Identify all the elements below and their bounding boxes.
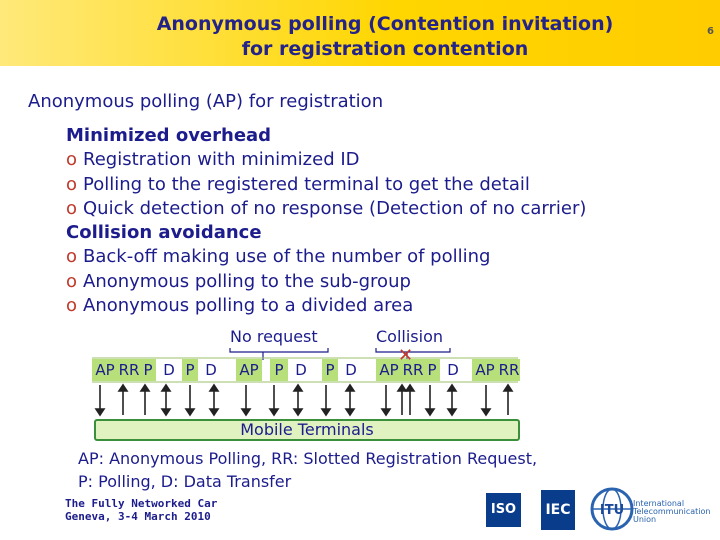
bullet-mark: o	[66, 173, 78, 195]
arrow-head-up	[119, 385, 127, 391]
arrow-head-down	[242, 409, 250, 415]
frame-cell: D	[338, 359, 364, 381]
legend	[78, 447, 537, 493]
bullet-text: Anonymous polling to a divided area	[83, 295, 414, 317]
arrow-head-up	[141, 385, 149, 391]
itu-text	[633, 500, 710, 524]
bullet-text: Registration with minimized ID	[83, 149, 360, 171]
bullet-item	[66, 173, 586, 197]
label-no-request: No request	[230, 327, 318, 346]
iec-logo: IEC	[541, 490, 575, 530]
collision-x-icon: ✕	[398, 345, 414, 366]
page-number: 6	[707, 26, 714, 37]
itu-logo	[590, 487, 634, 531]
arrow-head-up	[162, 385, 170, 391]
arrow-head-down	[322, 409, 330, 415]
itu-text-line-3: Union	[633, 515, 657, 524]
bullet-mark: o	[66, 270, 78, 292]
frame-cell: AP	[92, 359, 118, 381]
arrow-head-up	[448, 385, 456, 391]
arrow-head-up	[398, 385, 406, 391]
arrow-head-down	[96, 409, 104, 415]
bullet-content	[66, 124, 586, 318]
bullet-text: Back-off making use of the number of polling	[83, 246, 491, 268]
arrow-head-down	[294, 409, 302, 415]
frame-cell: AP	[376, 359, 402, 381]
bullet-text: Anonymous polling to the sub-group	[83, 270, 411, 292]
heading-collision-avoidance: Collision avoidance	[66, 222, 262, 244]
arrow-head-up	[406, 385, 414, 391]
no-request-bracket	[230, 348, 328, 352]
frame-cell: P	[140, 359, 156, 381]
label-collision: Collision	[376, 327, 444, 346]
frame-cell: AP	[236, 359, 262, 381]
legend-line-2: P: Polling, D: Data Transfer	[78, 472, 292, 491]
arrow-head-down	[448, 409, 456, 415]
bullet-item	[66, 148, 586, 172]
bullet-item	[66, 294, 586, 318]
bullet-item	[66, 270, 586, 294]
arrow-head-down	[382, 409, 390, 415]
footer-line-1: The Fully Networked Car	[65, 497, 218, 510]
bullet-text: Quick detection of no response (Detection of no carrier)	[83, 197, 587, 219]
heading-minimized-overhead: Minimized overhead	[66, 125, 272, 146]
arrow-head-down	[210, 409, 218, 415]
slide-subtitle: Anonymous polling (AP) for registration	[28, 91, 384, 112]
frame-cell: D	[440, 359, 466, 381]
arrow-head-down	[162, 409, 170, 415]
arrow-head-down	[270, 409, 278, 415]
bullet-mark: o	[66, 149, 78, 171]
frame-cell: AP	[472, 359, 498, 381]
frame-cell: RR	[118, 361, 140, 379]
frame-cell: P	[182, 359, 198, 381]
bullet-mark: o	[66, 197, 78, 219]
bullet-item	[66, 245, 586, 269]
mobile-terminals-box: Mobile Terminals	[94, 419, 520, 441]
arrow-head-up	[504, 385, 512, 391]
title-line-2: for registration contention	[241, 38, 529, 60]
arrow-head-up	[346, 385, 354, 391]
frame-cell: P	[270, 359, 288, 381]
arrow-head-down	[482, 409, 490, 415]
bullet-mark: o	[66, 295, 78, 317]
bullet-item	[66, 197, 586, 221]
arrow-group	[96, 385, 512, 415]
frame-cell: D	[198, 359, 224, 381]
frame-cell: D	[156, 359, 182, 381]
bullet-text: Polling to the registered terminal to get the detail	[83, 173, 530, 195]
legend-line-1: AP: Anonymous Polling, RR: Slotted Registration Request,	[78, 449, 538, 468]
itu-text-line-1: International	[633, 499, 685, 508]
frame-cell: P	[424, 359, 440, 381]
arrow-head-down	[186, 409, 194, 415]
bullet-mark: o	[66, 246, 78, 268]
arrow-head-down	[426, 409, 434, 415]
arrow-head-down	[346, 409, 354, 415]
itu-text-line-2: Telecommunication	[633, 507, 711, 516]
itu-logo-mark: ITU	[599, 503, 625, 518]
footer	[65, 497, 217, 523]
arrow-head-up	[210, 385, 218, 391]
title-line-1: Anonymous polling (Contention invitation)	[156, 13, 614, 35]
iso-logo: ISO	[486, 493, 521, 527]
frame-cell: D	[288, 359, 314, 381]
frame-cell: RR	[498, 361, 520, 379]
footer-line-2: Geneva, 3-4 March 2010	[65, 510, 211, 523]
slide-title	[110, 12, 660, 62]
frame-cell: RR	[402, 361, 424, 379]
frame-cell: P	[322, 359, 338, 381]
arrow-head-up	[294, 385, 302, 391]
